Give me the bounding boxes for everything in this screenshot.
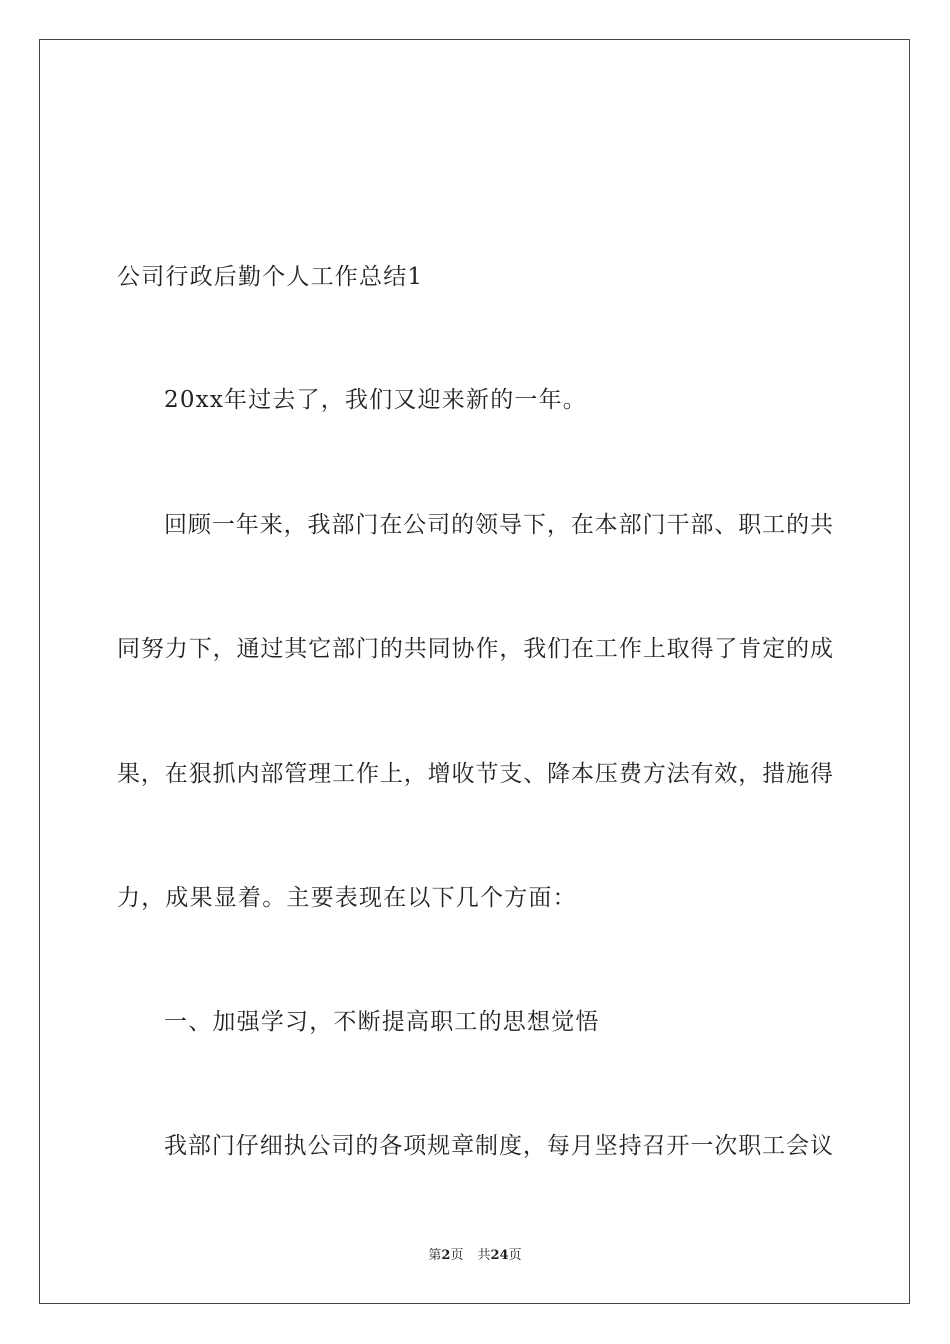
page-prefix: 第	[428, 1248, 442, 1263]
paragraph-line: 同努力下，通过其它部门的共同协作，我们在工作上取得了肯定的成	[117, 636, 833, 662]
paragraph-line: 20xx年过去了，我们又迎来新的一年。	[164, 387, 588, 413]
paragraph-line: 我部门仔细执公司的各项规章制度，每月坚持召开一次职工会议	[164, 1133, 833, 1159]
total-prefix: 共	[477, 1248, 491, 1263]
total-suffix: 页	[508, 1248, 522, 1263]
section-heading: 一、加强学习，不断提高职工的思想觉悟	[164, 1009, 600, 1035]
total-pages: 24	[490, 1248, 509, 1263]
paragraph-line: 回顾一年来，我部门在公司的领导下，在本部门干部、职工的共	[164, 512, 833, 538]
page-frame	[39, 39, 910, 1304]
paragraph-line: 力，成果显着。主要表现在以下几个方面：	[117, 885, 577, 911]
page-footer	[0, 1247, 950, 1265]
page-number: 2	[441, 1248, 451, 1263]
paragraph-line: 果，在狠抓内部管理工作上，增收节支、降本压费方法有效，措施得	[117, 761, 833, 787]
document-title: 公司行政后勤个人工作总结1	[117, 264, 424, 290]
page-suffix: 页	[450, 1248, 464, 1263]
